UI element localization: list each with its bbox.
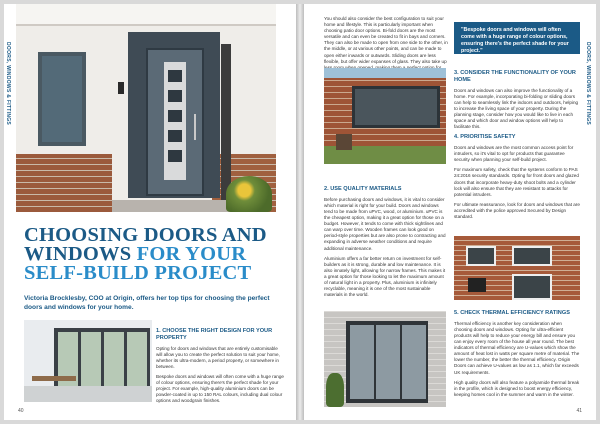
section-4-paragraph-1: Doors and windows are the most common access point for intruders, so it's vital to opt for products that guarantee security when planning your self-build project. (454, 145, 574, 163)
page-number-left: 40 (18, 408, 24, 414)
section-3-heading: 3. CONSIDER THE FUNCTIONALITY OF YOUR HOME (454, 70, 576, 83)
section-5 (454, 308, 580, 402)
section-2 (324, 184, 448, 302)
continued-paragraph: You should also consider the best configuration to suit your home and lifestyle. This is particularly important when choosing patio door options. Bi-fold doors are the most versatile and can even be created to fit in bays and corners. They can also be made to open from one side to the other, in the middle, or at various other points, and can be made to open either inwards or outwards. Sliding doors are less flexible, but offer wider expanses of glass. They also take up (324, 16, 448, 64)
pull-quote: "Bespoke doors and windows will often come with a huge range of colour options, ensuring there's the perfect shade for your project." (454, 22, 580, 54)
section-2-paragraph-2: Aluminium offers a far better return on investment for self-builders as it is strong, durable and low maintenance. It is also innately light, allowing for narrow frames. This makes it a great option for those looking to let the maximum amount of natural light in a property. Plus, aluminium is infinitely recyclable, meaning it is one of the most sustainable materials in the world. (324, 255, 446, 298)
title-line-3: SELF-BUILD PROJECT (24, 262, 252, 284)
spine-gutter (296, 4, 304, 420)
left-page (4, 4, 296, 420)
section-2-heading: 2. USE QUALITY MATERIALS (324, 186, 402, 192)
section-tab-label: DOORS, WINDOWS & FITTINGS (585, 42, 591, 126)
section-1 (156, 326, 284, 408)
section-2-paragraph-1: Before purchasing doors and windows, it is vital to consider which material is right for your build. Doors and windows tend to be made from uPVC, wood, or aluminium. uPVC is the cheapest option, making it a great option for those on a budget. However, it tends to come with thick sightlines and can warp over time. Wooden frames can look good on period-style properties but are also prone to contracting and expanding in adverse weather conditions and require additional maintenance. (324, 196, 446, 251)
section-1-paragraph-2: Bespoke doors and windows will often come with a huge range of colour options, ensuring there's the perfect shade for your project. For example, high-quality aluminium doors can be powder-coated in up to 150 RAL colours, including dual colour options and woodgrain finishes. (156, 373, 284, 404)
page-number-right: 41 (576, 408, 582, 414)
photo-house-windows (454, 236, 580, 300)
photo-grey-front-door (324, 311, 446, 407)
title-accent: FOR YOUR (136, 243, 247, 265)
section-tab-right (584, 4, 596, 420)
title-word-windows: WINDOWS (24, 243, 137, 265)
title-line-1: CHOOSING DOORS AND (24, 224, 267, 246)
article-standfirst: Victoria Brocklesby, COO at Origin, offers her top tips for choosing the perfect doors and windows for your home. (24, 295, 270, 311)
section-4-heading: 4. PRIORITISE SAFETY (454, 134, 516, 141)
section-5-paragraph-2: High quality doors will also feature a polyamide thermal break in the profile, which is designed to boost energy efficiency, keeping homes cool in the summer and warm in the winter. (454, 379, 580, 397)
sections-3-4 (454, 68, 580, 224)
article-title (24, 226, 286, 283)
photo-brick-extension (324, 68, 446, 164)
section-4-paragraph-3: For ultimate reassurance, look for doors and windows that are accredited with the police approved Secured by Design standard. (454, 201, 580, 219)
section-tab-left (4, 4, 16, 420)
section-1-paragraph-1: Opting for doors and windows that are entirely customisable will allow you to create the perfect solution to suit your home, whether its ultra-modern, a period property, or somewhere in between. (156, 345, 280, 369)
section-4-paragraph-2: For maximum safety, check that the systems conform to PAS 24:2016 security standards. Opting for front doors and glazed doors that incorporate heavy-duty shoot bolts and a cylinder lock will also ensure that they are resistant to attacks for potential intruders. (454, 167, 579, 197)
hero-photo-front-door (16, 4, 276, 212)
section-tab-label: DOORS, WINDOWS & FITTINGS (5, 42, 11, 126)
section-5-heading: 5. CHECK THERMAL EFFICIENCY RATINGS (454, 310, 570, 316)
photo-kitchen-bifold (24, 320, 152, 402)
section-5-paragraph-1: Thermal efficiency is another key consideration when choosing doors and windows. Opting for ultra-efficient products will help to reduce your energy bill and ensure you can enjoy every room of the house all year round. The best indicators of thermal efficiency are U-values which show the amount of heat lost in watts per square metre of material. The lower the number, the better the thermal efficiency. Origin Doors can achieve U-values as low as 1.1, which far exceeds UK requirements. (454, 320, 580, 375)
right-page (304, 4, 596, 420)
section-1-heading: 1. CHOOSE THE RIGHT DESIGN FOR YOUR PROPERTY (156, 328, 273, 341)
section-3-paragraph-1: Doors and windows can also improve the functionality of a home. For example, incorporating bi-folding or sliding doors can help to seamlessly link the indoors and outdoors, helping to increase the living space of your property. During the planning stage, consider how you would like to live in each space and which door and window options will help to facilitate this. (454, 87, 579, 130)
